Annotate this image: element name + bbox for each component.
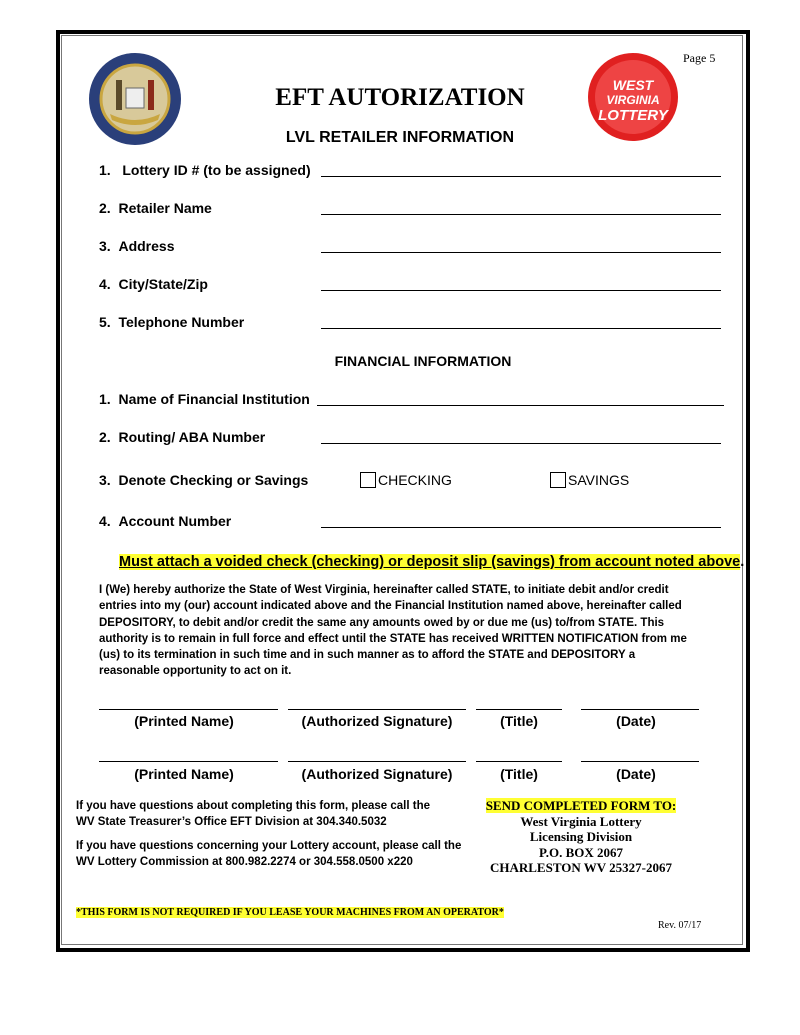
section-heading-retailer: LVL RETAILER INFORMATION	[285, 129, 515, 146]
checking-checkbox[interactable]	[360, 472, 452, 488]
lottery-id-input[interactable]	[321, 176, 721, 177]
authorization-text: I (We) hereby authorize the State of West Virginia, hereinafter called STATE, to initiate debit and/or credit entries into my (our) account indicated above and the Financial Institution named above, hereinafter called DEPOSITORY, to debit and/or credit the same any amounts owed by or due me (us) to/from STATE. This authority is to remain in full force and effect until the STATE has received WRITTEN NOTIFICATION from me (us) to its termination in such time and in such manner as to afford the STATE and DEPOSITORY a reasonable opportunity to act on it.	[99, 584, 687, 678]
field-label-account-type: 3. Denote Checking or Savings	[99, 472, 309, 488]
retailer-name-input[interactable]	[321, 214, 721, 215]
date-label: (Date)	[616, 766, 656, 782]
field-label-retailer-name: 2. Retailer Name	[99, 200, 212, 216]
svg-text:VIRGINIA: VIRGINIA	[606, 93, 660, 107]
operator-footnote: *THIS FORM IS NOT REQUIRED IF YOU LEASE YOUR MACHINES FROM AN OPERATOR*	[76, 907, 504, 918]
revision-label: Rev. 07/17	[658, 920, 702, 931]
city-state-zip-input[interactable]	[321, 290, 721, 291]
date-line-1[interactable]	[581, 709, 699, 710]
routing-number-input[interactable]	[321, 443, 721, 444]
svg-text:LOTTERY: LOTTERY	[598, 107, 668, 124]
field-label-address: 3. Address	[99, 238, 175, 254]
mailing-address: SEND COMPLETED FORM TO: West Virginia Lottery Licensing Division P.O. BOX 2067 CHARLESTON WV 25327-2067	[485, 798, 677, 875]
field-label-financial-institution: 1. Name of Financial Institution	[99, 391, 310, 407]
printed-name-label: (Printed Name)	[134, 766, 234, 782]
void-check-notice: Must attach a voided check (checking) or deposit slip (savings) from account noted above.	[119, 554, 745, 570]
treasurer-contact: If you have questions about completing this form, please call the WV State Treasurer’s Office EFT Division at 304.340.5032	[76, 800, 431, 829]
printed-name-line-2[interactable]	[99, 761, 278, 762]
field-label-lottery-id: 1. Lottery ID # (to be assigned)	[99, 162, 311, 178]
savings-checkbox[interactable]	[550, 472, 629, 488]
signature-line-2[interactable]	[288, 761, 466, 762]
title-label: (Title)	[500, 766, 538, 782]
field-label-routing-number: 2. Routing/ ABA Number	[99, 429, 266, 445]
section-heading-financial: FINANCIAL INFORMATION	[334, 353, 512, 369]
field-label-telephone: 5. Telephone Number	[99, 314, 245, 330]
date-label: (Date)	[616, 713, 656, 729]
page-title: EFT AUTORIZATION	[275, 84, 525, 111]
field-label-account-number: 4. Account Number	[99, 513, 232, 529]
financial-institution-input[interactable]	[317, 405, 724, 406]
savings-label: SAVINGS	[568, 472, 630, 488]
telephone-input[interactable]	[321, 328, 721, 329]
send-heading: SEND COMPLETED FORM TO:	[485, 798, 677, 813]
title-label: (Title)	[500, 713, 538, 729]
field-label-city-state-zip: 4. City/State/Zip	[99, 276, 208, 292]
lottery-contact: If you have questions concerning your Lottery account, please call the WV Lottery Commission at 800.982.2274 or 304.558.0500 x220	[76, 840, 462, 869]
title-line-1[interactable]	[476, 709, 562, 710]
signature-line-1[interactable]	[288, 709, 466, 710]
printed-name-line-1[interactable]	[99, 709, 278, 710]
checkbox-icon[interactable]	[550, 472, 566, 488]
printed-name-label: (Printed Name)	[134, 713, 234, 729]
svg-text:WEST: WEST	[612, 77, 654, 93]
account-number-input[interactable]	[321, 527, 721, 528]
date-line-2[interactable]	[581, 761, 699, 762]
title-line-2[interactable]	[476, 761, 562, 762]
checkbox-icon[interactable]	[360, 472, 376, 488]
signature-label: (Authorized Signature)	[301, 766, 453, 782]
page-number: Page 5	[683, 51, 716, 65]
address-input[interactable]	[321, 252, 721, 253]
signature-label: (Authorized Signature)	[301, 713, 453, 729]
checking-label: CHECKING	[378, 472, 452, 488]
